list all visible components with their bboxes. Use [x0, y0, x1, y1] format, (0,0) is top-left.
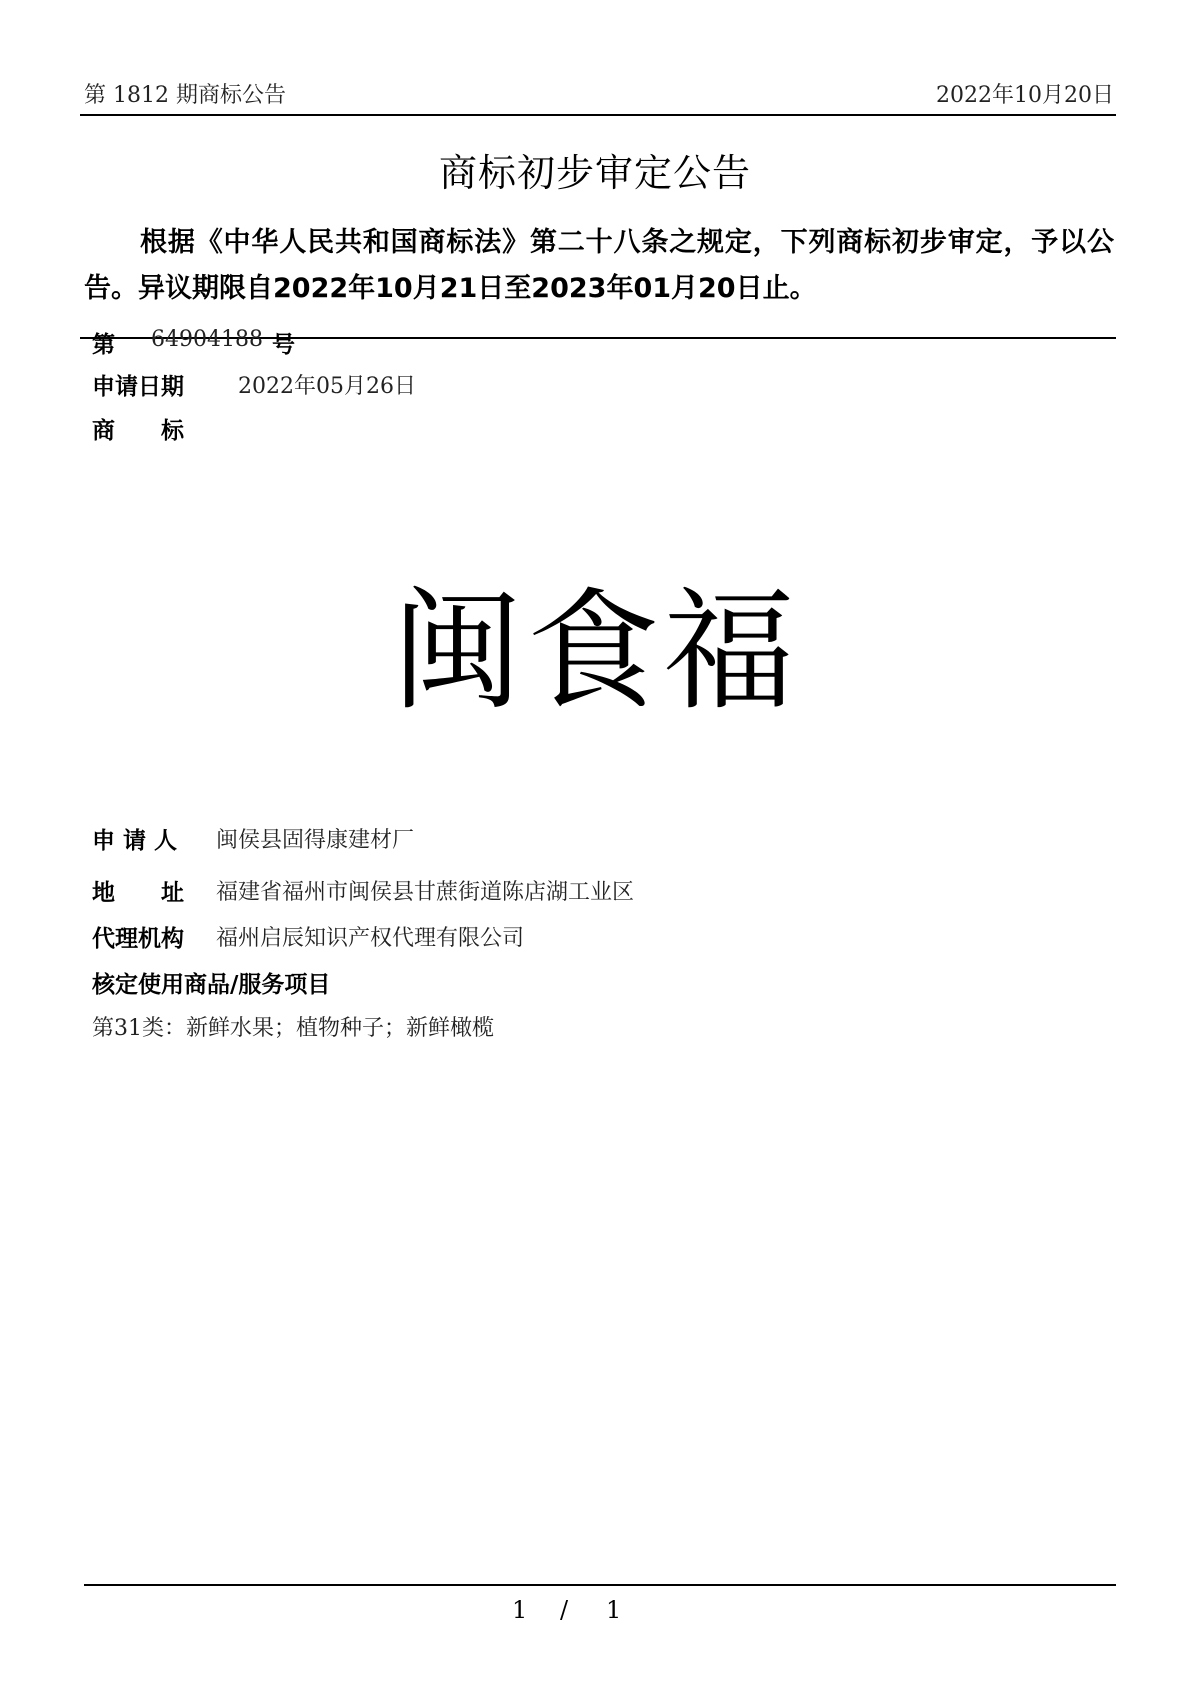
registration-number: 64904188	[151, 327, 263, 352]
issue-number: 第 1812 期商标公告	[84, 83, 286, 108]
agent-label: 代理机构	[92, 926, 184, 952]
page-total: 1	[606, 1596, 622, 1624]
footer-divider	[84, 1584, 1116, 1586]
intro-paragraph	[84, 220, 1114, 312]
applicant-label: 申 请 人	[92, 828, 178, 854]
page-separator: /	[560, 1596, 569, 1624]
agent-value: 福州启辰知识产权代理有限公司	[216, 926, 525, 951]
trademark-image: 闽食福	[391, 575, 799, 729]
header-divider	[80, 114, 1116, 116]
address-value: 福建省福州市闽侯县甘蔗街道陈店湖工业区	[216, 880, 635, 905]
page-title: 商标初步审定公告	[438, 151, 751, 195]
goods-label: 核定使用商品/服务项目	[92, 972, 331, 998]
apply-date-value: 2022年05月26日	[238, 374, 416, 399]
number-label-prefix: 第	[92, 332, 115, 358]
intro-text: 根据《中华人民共和国商标法》第二十八条之规定，下列商标初步审定，予以公告。异议期限自2022年10月21日至2023年01月20日止。	[84, 227, 1114, 304]
issue-date: 2022年10月20日	[936, 83, 1114, 108]
mark-label: 商 标	[92, 418, 184, 444]
number-label-suffix: 号	[272, 332, 295, 358]
address-label: 地 址	[92, 880, 184, 906]
page-current: 1	[512, 1596, 528, 1624]
apply-date-label: 申请日期	[92, 374, 184, 400]
goods-value: 第31类：新鲜水果；植物种子；新鲜橄榄	[92, 1016, 494, 1041]
applicant-value: 闽侯县固得康建材厂	[216, 828, 415, 853]
